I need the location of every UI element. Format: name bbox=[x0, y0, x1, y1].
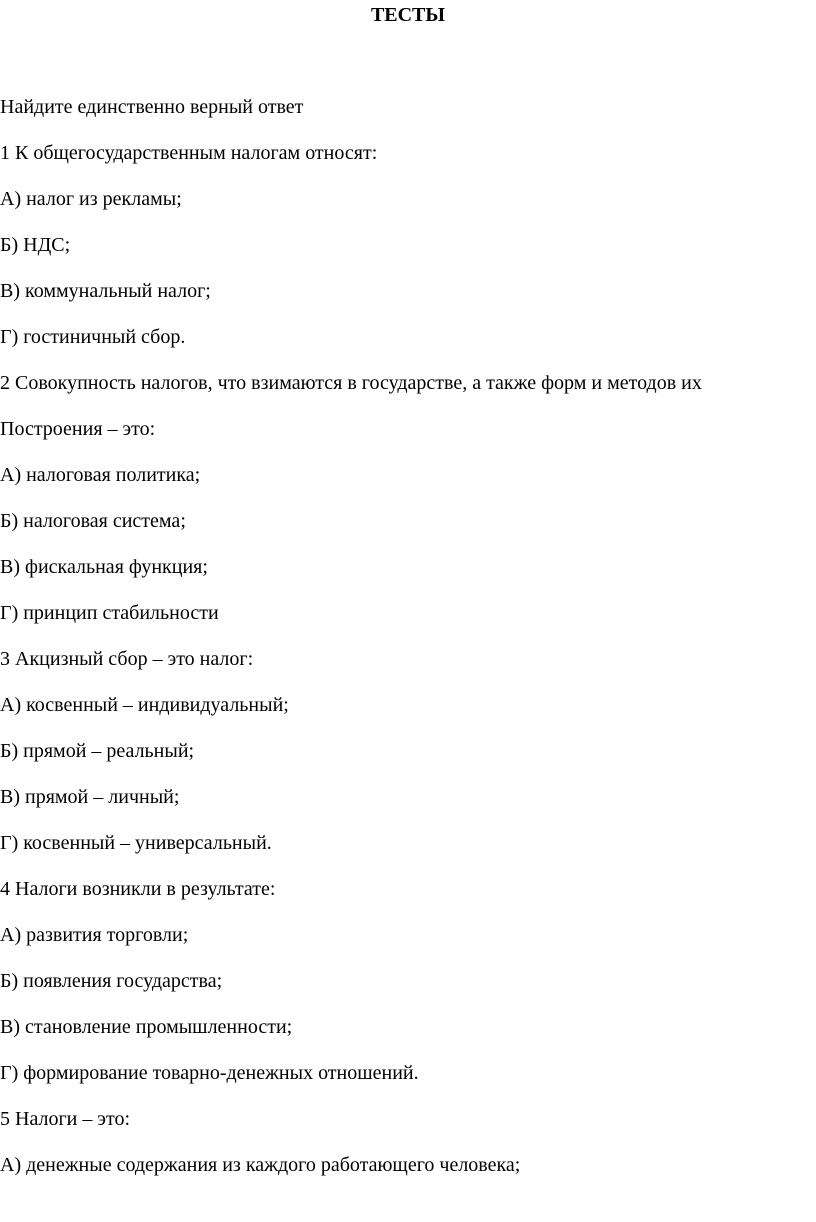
q1-option-a: А) налог из рекламы; bbox=[0, 188, 182, 210]
q2-option-a: А) налоговая политика; bbox=[0, 464, 201, 486]
question-2: 2 Совокупность налогов, что взимаются в государстве, а также форм и методов их bbox=[0, 372, 702, 394]
q2-option-c: В) фискальная функция; bbox=[0, 556, 208, 578]
q5-option-a: А) денежные содержания из каждого работающего человека; bbox=[0, 1154, 521, 1176]
q1-option-d: Г) гостиничный сбор. bbox=[0, 326, 186, 348]
question-4: 4 Налоги возникли в результате: bbox=[0, 878, 276, 900]
question-5: 5 Налоги – это: bbox=[0, 1108, 130, 1130]
q3-option-d: Г) косвенный – универсальный. bbox=[0, 832, 272, 854]
instruction-text: Найдите единственно верный ответ bbox=[0, 96, 304, 118]
q4-option-a: А) развития торговли; bbox=[0, 924, 189, 946]
q1-option-b: Б) НДС; bbox=[0, 234, 71, 256]
question-1: 1 К общегосударственным налогам относят: bbox=[0, 142, 378, 164]
q1-option-c: В) коммунальный налог; bbox=[0, 280, 211, 302]
q4-option-b: Б) появления государства; bbox=[0, 970, 223, 992]
q4-option-d: Г) формирование товарно-денежных отношений. bbox=[0, 1062, 419, 1084]
q2-option-b: Б) налоговая система; bbox=[0, 510, 186, 532]
question-3: 3 Акцизный сбор – это налог: bbox=[0, 648, 254, 670]
q2-option-d: Г) принцип стабильности bbox=[0, 602, 219, 624]
document-title: ТЕСТЫ bbox=[370, 4, 446, 26]
q4-option-c: В) становление промышленности; bbox=[0, 1016, 293, 1038]
question-2-cont: Построения – это: bbox=[0, 418, 156, 440]
q3-option-b: Б) прямой – реальный; bbox=[0, 740, 195, 762]
q3-option-a: А) косвенный – индивидуальный; bbox=[0, 694, 289, 716]
q3-option-c: В) прямой – личный; bbox=[0, 786, 180, 808]
